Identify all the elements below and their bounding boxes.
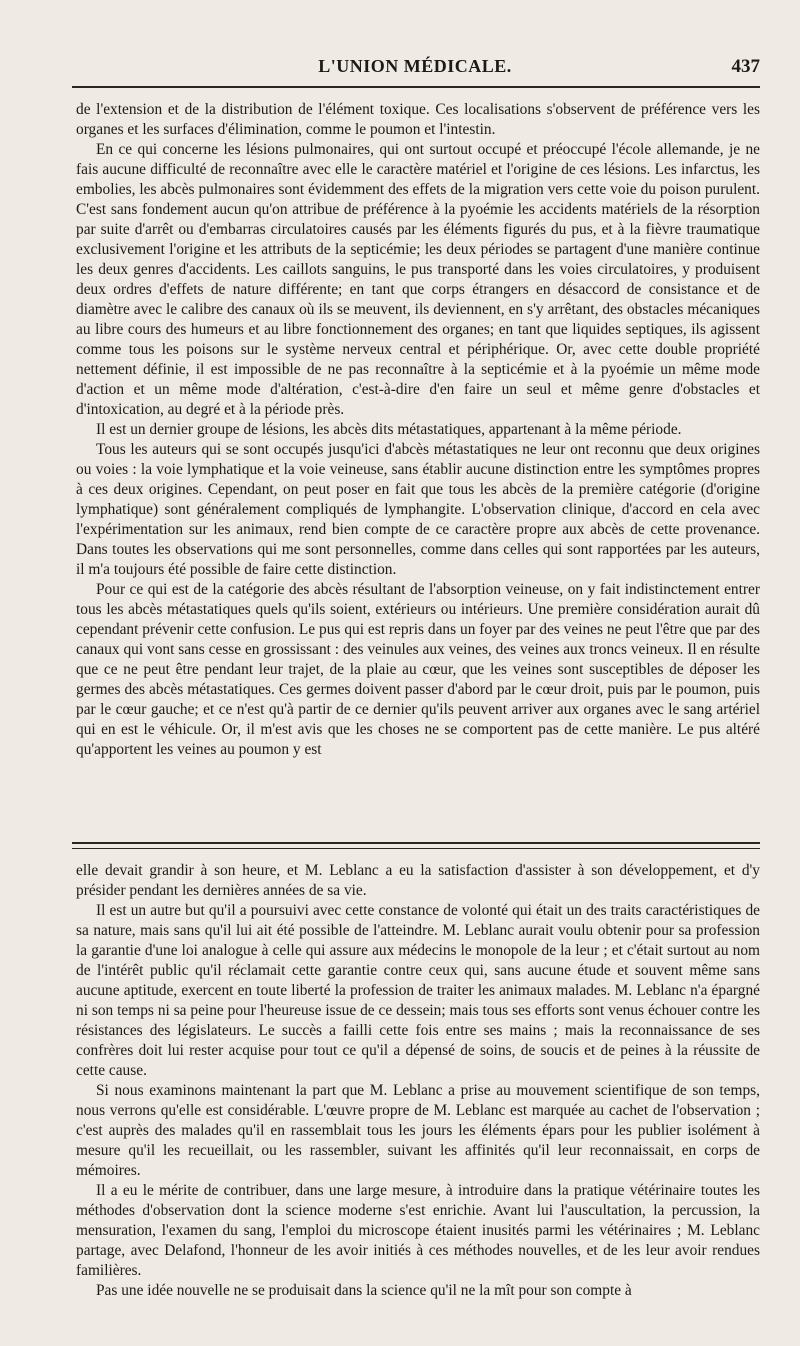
body-paragraph: En ce qui concerne les lésions pulmonaires, qui ont surtout occupé et préoccupé l'école allemande, je ne fais aucune difficulté de reconnaître avec elle le caractère matériel et l'origine de ces lésions. Les infarctus, les embolies, les abcès pulmonaires sont évidemment des effets de la migration vers cette voie du poison purulent. C'est sans fondement aucun qu'on attribue de préférence à la pyoémie les accidents matériels de la résorption par suite d'arrêt ou d'embarras circulatoires causés par les éléments figurés du pus, et à la fièvre traumatique exclusivement l'origine et les attributs de la septicémie; les deux périodes se partagent d'une manière continue les deux genres d'accidents. Les caillots sanguins, le pus transporté dans les voies circulatoires, y produisent deux ordres d'effets de nature différente; en tant que corps étrangers en désaccord de consistance et de diamètre avec le calibre des canaux où ils se meuvent, ils deviennent, en s'y arrêtant, des obstacles mécaniques au libre cours des humeurs et au libre fonctionnement des organes; en tant que liquides septiques, ils agissent comme tous les poisons sur le système nerveux central et périphérique. Or, avec cette double propriété nettement définie, il est impossible de ne pas reconnaître à la septicémie et à la pyoémie un même mode d'action et un même mode d'altération, c'est-à-dire d'en faire un seul et même genre d'obstacles et d'intoxication, au degré et à la période près. xyxy=(76,141,760,418)
header-rule xyxy=(72,86,760,88)
body-paragraph: Pour ce qui est de la catégorie des abcès résultant de l'absorption veineuse, on y fait indistinctement entrer tous les abcès métastatiques quels qu'ils soient, extérieurs ou intérieurs. Une première considération aurait dû cependant prévenir cette confusion. Le pus qui est repris dans un foyer par des veines ne peut l'être que par des canaux qui vont sans cesse en grossissant : des veinules aux veines, des veines aux troncs veineux. Il en résulte que ce ne peut être pendant leur trajet, de la plaie au cœur, que les veines sont susceptibles de déposer les germes des abcès métastatiques. Ces germes doivent passer d'abord par le cœur droit, puis par le poumon, puis par le cœur gauche; et ce n'est qu'à partir de ce dernier qu'ils peuvent arriver aux organes avec le sang artériel qui en est le véhicule. Or, il m'est avis que les choses ne se comportent pas de cette manière. Le pus altéré qu'apportent les veines au poumon y est xyxy=(76,581,760,758)
feuilleton-paragraph: Il est un autre but qu'il a poursuivi avec cette constance de volonté qui était un des traits caractéristiques de sa nature, mais sans qu'il lui ait été possible de l'atteindre. M. Leblanc aurait voulu obtenir pour sa profession la garantie d'une loi analogue à celle qui assure aux médecins le monopole de la leur ; et c'était surtout au nom de l'intérêt public qu'il réclamait cette garantie contre ceux qui, sans aucune étude et souvent même sans aucune aptitude, exercent en toute liberté la profession de traiter les animaux malades. M. Leblanc n'a épargné ni son temps ni sa peine pour l'heureuse issue de ce dessein; mais tous ses efforts sont venus échouer contre les résistances des législateurs. Le succès a failli cette fois entre ses mains ; mais la reconnaissance de ses confrères doit lui rester acquise pour tout ce qu'il a dépensé de soins, de soucis et de peines à la réussite de cette cause. xyxy=(76,902,760,1079)
feuilleton-separator-bottom xyxy=(72,848,760,849)
main-text-column xyxy=(76,100,760,760)
feuilleton-paragraph: Pas une idée nouvelle ne se produisait dans la science qu'il ne la mît pour son compte à xyxy=(96,1282,632,1299)
body-paragraph: de l'extension et de la distribution de l'élément toxique. Ces localisations s'observent de préférence vers les organes et les surfaces d'élimination, comme le poumon et l'intestin. xyxy=(76,101,760,138)
feuilleton-paragraph: elle devait grandir à son heure, et M. Leblanc a eu la satisfaction d'assister à son développement, et d'y présider pendant les dernières années de sa vie. xyxy=(76,862,760,899)
page-number: 437 xyxy=(731,56,760,77)
running-head xyxy=(70,56,760,82)
feuilleton-paragraph: Si nous examinons maintenant la part que M. Leblanc a prise au mouvement scientifique de son temps, nous verrons qu'elle est considérable. L'œuvre propre de M. Leblanc est marquée au cachet de l'observation ; c'est auprès des malades qu'il en rassemblait tous les jours les éléments épars pour les publier isolément à mesure qu'il les recueillait, ou les rassembler, suivant les affinités qu'il leur reconnaissait, en corps de mémoires. xyxy=(76,1082,760,1179)
running-title: L'UNION MÉDICALE. xyxy=(318,56,512,76)
feuilleton-separator-top xyxy=(72,842,760,844)
body-paragraph: Tous les auteurs qui se sont occupés jusqu'ici d'abcès métastatiques ne leur ont reconnu que deux origines ou voies : la voie lymphatique et la voie veineuse, sans établir aucune distinction entre les symptômes propres à ces deux origines. Cependant, on peut poser en fait que tous les abcès de la première catégorie (d'origine lymphatique) sont généralement compliqués de lymphangite. L'observation clinique, d'accord en cela avec l'expérimentation sur les animaux, rend bien compte de ce caractère propre aux abcès de cette provenance. Dans toutes les observations qui me sont personnelles, comme dans celles qui sont rapportées par les auteurs, il m'a toujours été possible de faire cette distinction. xyxy=(76,441,760,578)
feuilleton-column xyxy=(76,861,760,1301)
body-paragraph: Il est un dernier groupe de lésions, les abcès dits métastatiques, appartenant à la même période. xyxy=(96,421,682,438)
feuilleton-paragraph: Il a eu le mérite de contribuer, dans une large mesure, à introduire dans la pratique vétérinaire toutes les méthodes d'observation dont la science moderne s'est enrichie. Avant lui l'auscultation, la percussion, la mensuration, l'examen du sang, l'emploi du microscope étaient inusités parmi les vétérinaires ; M. Leblanc partage, avec Delafond, l'honneur de les avoir initiés à ces méthodes nouvelles, et de les leur avoir rendues familières. xyxy=(76,1182,760,1279)
